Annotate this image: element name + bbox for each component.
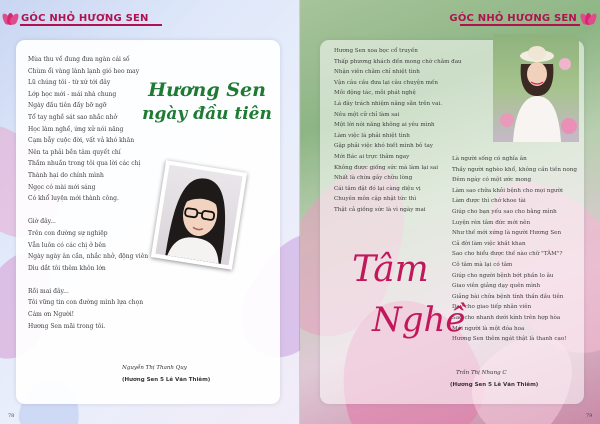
script-title-line2: Nghề (372, 300, 467, 340)
poem-line: Nhận viên chăm chỉ nhiệt tình (334, 69, 420, 76)
poem-line: Một lời nói năng không ai yêu mình (334, 122, 435, 129)
poem-line: Đêm ngày có một ước mong (452, 177, 532, 184)
header-rule (20, 24, 162, 26)
poem-line: Cái tâm đặt đó lại càng diệu vị (334, 185, 421, 192)
poem-line: Sao cho nhanh dưới kính trên hợp hòa (452, 314, 561, 321)
poem-line: Tôi vững tin con đường mình lựa chọn (28, 299, 144, 307)
lotus-icon (581, 11, 597, 25)
portrait-icon (493, 34, 579, 142)
poem-text (28, 54, 148, 332)
poem-line: Dìu dắt tôi thêm khôn lớn (28, 264, 106, 272)
section-title: GÓC NHỎ HƯƠNG SEN (449, 12, 577, 24)
poem-line: Lớp học mới - mái nhà chung (28, 90, 117, 98)
poem-title (142, 78, 272, 126)
script-title-line1: Tâm (352, 249, 429, 290)
poem-line: Làm sao chữa khỏi bệnh cho mọi người (452, 187, 563, 194)
poem-text (452, 154, 577, 345)
poem-line: Rồi mai đây... (28, 287, 69, 295)
poem-line: Hương Sen mãi trong tôi. (28, 322, 106, 330)
poem-line: Thành hại do chính mình (28, 171, 104, 179)
poem-line: Mới người là một đóa hoa (452, 325, 525, 332)
poem-line: Luyện rèn tâm đức mới nên (452, 219, 531, 226)
poem-line: Cô tâm mà lại có tâm (452, 261, 513, 268)
poem-line: Làm việc là phải nhiệt tình (334, 132, 410, 139)
poem-line: Ngày đầu tiên đầy bỡ ngỡ (28, 102, 107, 110)
spine-divider (299, 0, 301, 424)
author-group: (Hương Sen 5 Lê Văn Thiêm) (450, 382, 539, 388)
poem-line: Mới Bác ai trực thâm ngay (334, 153, 410, 160)
poem-line: Là người sống có nghĩa ân (452, 156, 527, 162)
poem-line: Hương Sen xoa bọc cổ truyền (334, 48, 418, 54)
author-photo (493, 34, 579, 142)
poem-line: Nên ta phải bền tâm quyết chí (28, 148, 121, 156)
poem-line: Sao cho hiểu được thế nào chữ "TÂM"? (452, 251, 563, 258)
poem-line: Tổ tay nghề sát sao nhắc nhở (28, 113, 118, 121)
poem-line: Lũ chúng tôi - từ xứ tới đây (28, 79, 111, 87)
poem-line: Học làm nghề, ứng xử nói năng (28, 125, 124, 133)
page-number: 79 (586, 413, 593, 419)
poem-title-line2: ngày đầu tiên (142, 104, 272, 124)
poem-title-line1: Hương Sen (148, 79, 266, 101)
poem-line: Giúp cho bạn yếu sao cho bằng mình (452, 208, 557, 215)
header-rule (460, 24, 580, 26)
poem-line: Cả đời làm việc khắt khan (452, 240, 526, 247)
author-group: (Hương Sen 5 Lê Văn Thiêm) (122, 377, 211, 383)
poem-line: Làm được thì chớ khoe tài (452, 198, 526, 205)
poem-line: Ngày ngày ân cần, nhắc nhở, động viên (28, 253, 149, 261)
poem-line: Nêu một cử chỉ làm sai (334, 111, 400, 118)
poem-line: Không được giống sức mà làm lại sai (334, 164, 439, 171)
poem-line: Gặp phải việc khó biết mình bỏ tay (334, 143, 433, 150)
poem-line: Trên con đường sự nghiệp (28, 229, 108, 237)
lotus-icon (3, 11, 19, 25)
author-name: Nguyễn Thị Thanh Quy (122, 365, 187, 371)
poem-line: Thầm nhuần trong tôi qua lời các chị (28, 160, 141, 168)
poem-line: Cám ơn Người! (28, 311, 75, 319)
poem-line: Có khổ luyện mới thành công. (28, 195, 119, 203)
poem-line: Giúp cho người bệnh bớt phần lo âu (452, 272, 554, 279)
poem-line: Thấp phương khách đến mong chờ chăm đau (334, 58, 462, 65)
section-title: GÓC NHỎ HƯƠNG SEN (21, 12, 149, 24)
poem-line: Như thế mới xứng là người Hương Sen (452, 230, 562, 237)
poem-line: Thật cả giồng sức là vì ngày mai (334, 206, 426, 213)
poem-line: Thầy người nghèo khổ, không cần tiền nong (452, 166, 577, 173)
poem-line: Hương Sen thêm ngát thật là thanh cao! (452, 336, 567, 343)
poem-line: Lá đây trách nhiệm nâng sẵn trên vai. (334, 100, 442, 107)
poem-line: Vẫn luôn có các chị ở bên (28, 241, 106, 249)
poem-line: Giảng bài chữa bệnh tính thần đầu tiên (452, 293, 564, 300)
poem-line: Chuyên môn cập nhật tức thì (334, 196, 417, 203)
poem-line: Vận câu cầu đưa lại câu chuyện mến (334, 79, 438, 86)
portrait-icon (155, 165, 242, 265)
poem-line: Mỗi động tác, mỗi phát nghệ (334, 90, 416, 97)
page-number: 78 (8, 413, 15, 419)
poem-line: Chùm ổi vàng lành lạnh gió heo may (28, 67, 140, 75)
poem-line: Dạy cho giao tiếp nhân viên (452, 304, 532, 311)
author-name: Trần Thị Nhung C (456, 370, 507, 376)
author-photo (151, 160, 247, 270)
poem-line: Giờ đây... (28, 218, 56, 226)
poem-text (334, 46, 462, 216)
poem-line: Cạm bẫy cuộc đời, vất vả khó khăn (28, 137, 135, 145)
poem-line: Giao viên giảng dạy quên mình (452, 283, 541, 290)
poem-line: Nhất là chừa gây chữu lòng (334, 175, 413, 182)
poem-line: Ngọc có mài mới sáng (28, 183, 96, 191)
poem-line: Mùa thu về đung đưa ngàn cái số (28, 56, 130, 63)
